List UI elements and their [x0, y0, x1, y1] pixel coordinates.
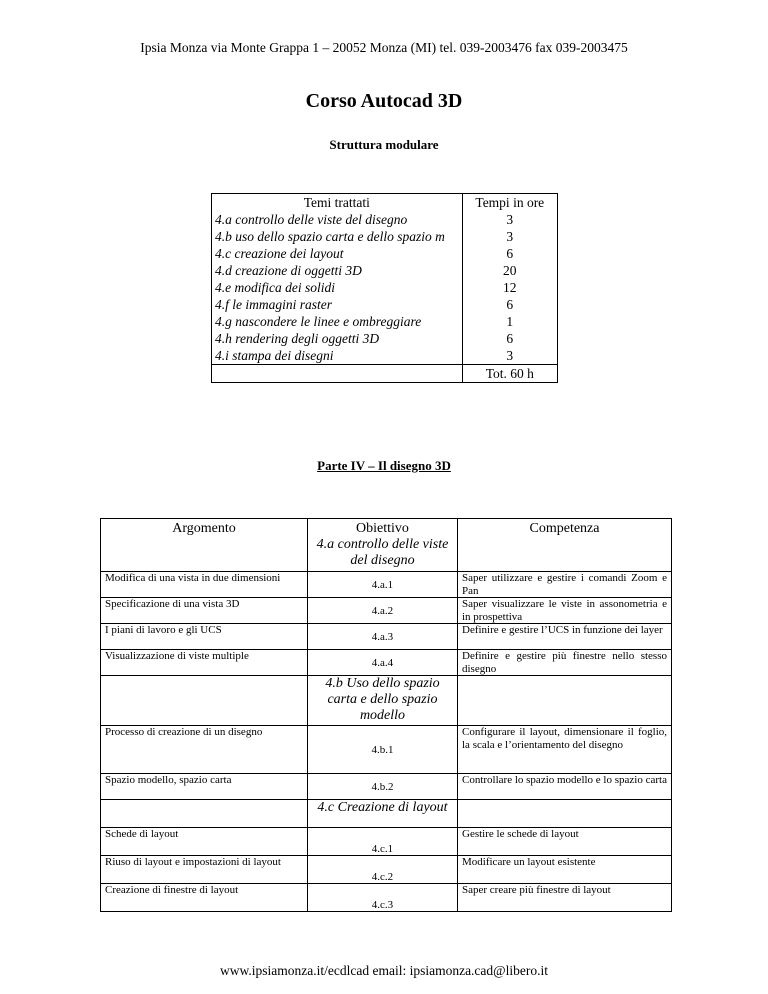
argomento-cell: Riuso di layout e impostazioni di layout [101, 856, 308, 884]
table-row [101, 884, 672, 912]
document-title: Corso Autocad 3D [305, 90, 463, 112]
code-cell: 4.b.1 [308, 726, 458, 774]
table-row [101, 650, 672, 676]
table-row [101, 774, 672, 800]
table-row [101, 572, 672, 598]
summary-col-hours: Tempi in ore [462, 194, 557, 212]
argomento-cell: Specificazione di una vista 3D [101, 598, 308, 624]
summary-total: Tot. 60 h [462, 365, 557, 383]
empty-cell [101, 676, 308, 726]
summary-total-row [212, 365, 558, 383]
empty-cell [458, 676, 672, 726]
col-competenza: Competenza [458, 519, 672, 572]
competenza-cell: Gestire le schede di layout [458, 828, 672, 856]
page-header: Ipsia Monza via Monte Grappa 1 – 20052 Monza (MI) tel. 039-2003476 fax 039-2003475 [140, 40, 628, 55]
col-obiettivo-label: Obiettivo [356, 521, 409, 536]
summary-total-empty [212, 365, 463, 383]
curriculum-header-row [101, 519, 672, 572]
summary-topic: 4.b uso dello spazio carta e dello spazio m [212, 228, 463, 245]
code-cell: 4.a.1 [308, 572, 458, 598]
summary-topic: 4.c creazione dei layout [212, 245, 463, 262]
section-row-c [101, 800, 672, 828]
summary-hours: 3 [462, 347, 557, 365]
summary-topic: 4.f le immagini raster [212, 296, 463, 313]
empty-cell [458, 800, 672, 828]
part-title: Parte IV – Il disegno 3D [317, 458, 451, 473]
table-row [101, 624, 672, 650]
argomento-cell: Creazione di finestre di layout [101, 884, 308, 912]
summary-hours: 3 [462, 228, 557, 245]
table-row [101, 856, 672, 884]
table-row [212, 211, 558, 228]
code-cell: 4.a.2 [308, 598, 458, 624]
summary-table [211, 193, 558, 383]
summary-hours: 6 [462, 296, 557, 313]
summary-topic: 4.d creazione di oggetti 3D [212, 262, 463, 279]
summary-topic: 4.i stampa dei disegni [212, 347, 463, 365]
code-cell: 4.b.2 [308, 774, 458, 800]
competenza-cell: Saper utilizzare e gestire i comandi Zoom e Pan [458, 572, 672, 598]
competenza-cell: Modificare un layout esistente [458, 856, 672, 884]
col-argomento: Argomento [101, 519, 308, 572]
argomento-cell: Modifica di una vista in due dimensioni [101, 572, 308, 598]
table-row [101, 598, 672, 624]
competenza-cell: Controllare lo spazio modello e lo spazio carta [458, 774, 672, 800]
summary-hours: 12 [462, 279, 557, 296]
argomento-cell: I piani di lavoro e gli UCS [101, 624, 308, 650]
code-cell: 4.c.1 [308, 828, 458, 856]
code-cell: 4.c.3 [308, 884, 458, 912]
code-cell: 4.a.4 [308, 650, 458, 676]
table-row [212, 245, 558, 262]
argomento-cell: Processo di creazione di un disegno [101, 726, 308, 774]
argomento-cell: Visualizzazione di viste multiple [101, 650, 308, 676]
competenza-cell: Saper creare più finestre di layout [458, 884, 672, 912]
table-row [212, 330, 558, 347]
code-cell: 4.c.2 [308, 856, 458, 884]
summary-topic: 4.g nascondere le linee e ombreggiare [212, 313, 463, 330]
section-heading-c: 4.c Creazione di layout [308, 800, 458, 828]
table-row [101, 828, 672, 856]
page-footer: www.ipsiamonza.it/ecdlcad email: ipsiamonza.cad@libero.it [220, 963, 548, 978]
section-row-b [101, 676, 672, 726]
competenza-cell: Definire e gestire più finestre nello stesso disegno [458, 650, 672, 676]
table-row [212, 262, 558, 279]
section-heading-a: 4.a controllo delle viste del disegno [316, 537, 449, 568]
summary-header-row [212, 194, 558, 212]
summary-hours: 6 [462, 245, 557, 262]
table-row [212, 347, 558, 365]
summary-hours: 20 [462, 262, 557, 279]
table-row [212, 279, 558, 296]
argomento-cell: Spazio modello, spazio carta [101, 774, 308, 800]
table-row [212, 296, 558, 313]
summary-topic: 4.a controllo delle viste del disegno [212, 211, 463, 228]
summary-topic: 4.e modifica dei solidi [212, 279, 463, 296]
argomento-cell: Schede di layout [101, 828, 308, 856]
table-row [101, 726, 672, 774]
summary-topic: 4.h rendering degli oggetti 3D [212, 330, 463, 347]
table-row [212, 228, 558, 245]
summary-hours: 1 [462, 313, 557, 330]
summary-hours: 6 [462, 330, 557, 347]
summary-hours: 3 [462, 211, 557, 228]
summary-col-topic: Temi trattati [212, 194, 463, 212]
competenza-cell: Configurare il layout, dimensionare il foglio, la scala e l’orientamento del disegno [458, 726, 672, 774]
section-heading-b: 4.b Uso dello spazio carta e dello spazio modello [308, 676, 458, 726]
competenza-cell: Saper visualizzare le viste in assonometria e in prospettiva [458, 598, 672, 624]
empty-cell [101, 800, 308, 828]
curriculum-table [100, 518, 672, 912]
table-row [212, 313, 558, 330]
code-cell: 4.a.3 [308, 624, 458, 650]
document-subtitle: Struttura modulare [329, 137, 439, 152]
competenza-cell: Definire e gestire l’UCS in funzione dei layer [458, 624, 672, 650]
col-obiettivo [308, 519, 458, 572]
